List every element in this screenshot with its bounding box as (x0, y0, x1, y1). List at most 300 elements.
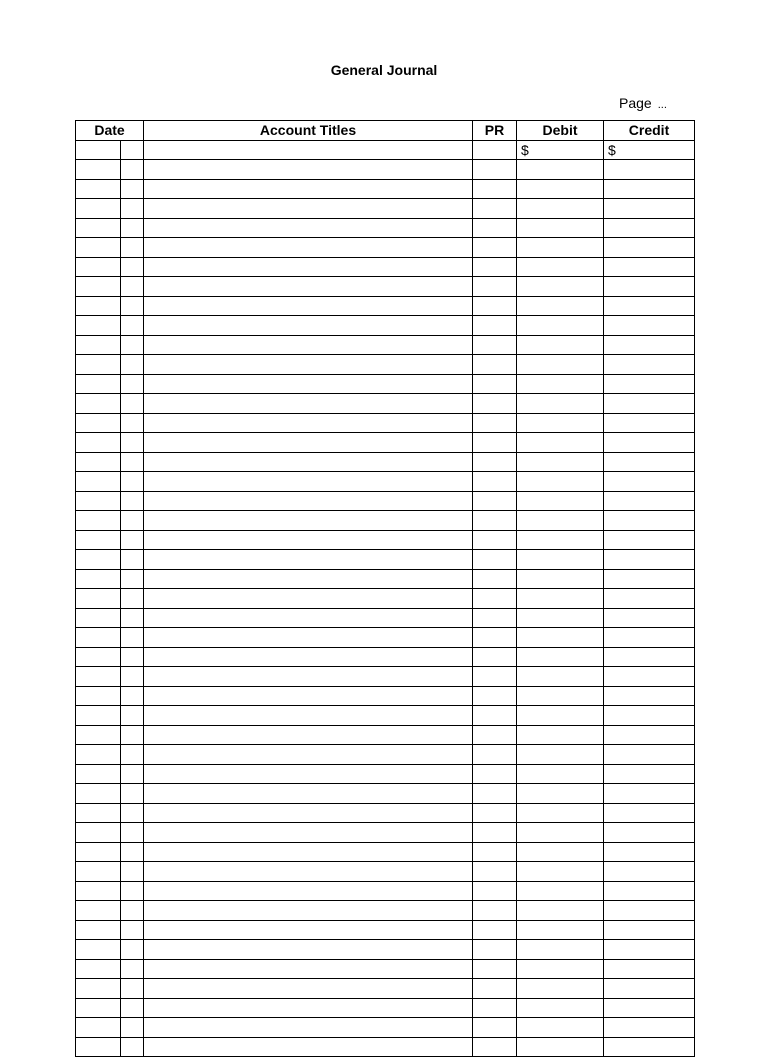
table-row (76, 881, 695, 901)
credit-cell[interactable] (604, 277, 695, 297)
credit-cell[interactable] (604, 979, 695, 999)
column-header-date: Date (76, 121, 144, 141)
account-title-cell[interactable] (144, 998, 473, 1018)
pr-cell[interactable] (473, 199, 517, 219)
credit-cell[interactable] (604, 881, 695, 901)
debit-cell[interactable] (517, 589, 604, 609)
debit-cell[interactable] (517, 998, 604, 1018)
pr-cell[interactable] (473, 550, 517, 570)
credit-cell[interactable] (604, 686, 695, 706)
date-day-cell[interactable] (121, 998, 144, 1018)
pr-cell[interactable] (473, 218, 517, 238)
date-day-cell[interactable] (121, 667, 144, 687)
table-row (76, 511, 695, 531)
pr-cell[interactable] (473, 511, 517, 531)
credit-cell[interactable] (604, 335, 695, 355)
pr-cell[interactable] (473, 667, 517, 687)
account-title-cell[interactable] (144, 179, 473, 199)
credit-cell[interactable] (604, 940, 695, 960)
pr-cell[interactable] (473, 1018, 517, 1038)
account-title-cell[interactable] (144, 433, 473, 453)
date-day-cell[interactable] (121, 881, 144, 901)
pr-cell[interactable] (473, 823, 517, 843)
pr-cell[interactable] (473, 901, 517, 921)
date-month-cell[interactable] (76, 803, 121, 823)
debit-cell[interactable] (517, 569, 604, 589)
account-title-cell[interactable] (144, 355, 473, 375)
pr-cell[interactable] (473, 257, 517, 277)
credit-cell[interactable] (604, 179, 695, 199)
date-day-cell[interactable] (121, 1037, 144, 1057)
date-day-cell[interactable] (121, 706, 144, 726)
credit-cell[interactable] (604, 1018, 695, 1038)
debit-cell[interactable] (517, 764, 604, 784)
debit-cell[interactable] (517, 179, 604, 199)
credit-cell[interactable] (604, 569, 695, 589)
account-title-cell[interactable] (144, 706, 473, 726)
date-month-cell[interactable] (76, 569, 121, 589)
date-month-cell[interactable] (76, 374, 121, 394)
debit-cell[interactable] (517, 803, 604, 823)
table-row (76, 745, 695, 765)
debit-cell[interactable] (517, 530, 604, 550)
date-day-cell[interactable] (121, 959, 144, 979)
date-day-cell[interactable] (121, 725, 144, 745)
credit-cell[interactable] (604, 511, 695, 531)
date-month-cell[interactable] (76, 140, 121, 160)
pr-cell[interactable] (473, 998, 517, 1018)
date-day-cell[interactable] (121, 628, 144, 648)
pr-cell[interactable] (473, 862, 517, 882)
table-row (76, 199, 695, 219)
date-day-cell[interactable] (121, 160, 144, 180)
pr-cell[interactable] (473, 628, 517, 648)
pr-cell[interactable] (473, 160, 517, 180)
date-month-cell[interactable] (76, 667, 121, 687)
date-month-cell[interactable] (76, 764, 121, 784)
table-row (76, 530, 695, 550)
debit-cell[interactable] (517, 394, 604, 414)
pr-cell[interactable] (473, 686, 517, 706)
account-title-cell[interactable] (144, 257, 473, 277)
date-day-cell[interactable] (121, 530, 144, 550)
debit-cell[interactable] (517, 355, 604, 375)
date-month-cell[interactable] (76, 901, 121, 921)
date-month-cell[interactable] (76, 199, 121, 219)
pr-cell[interactable] (473, 706, 517, 726)
account-title-cell[interactable] (144, 491, 473, 511)
debit-cell[interactable] (517, 901, 604, 921)
date-day-cell[interactable] (121, 179, 144, 199)
date-month-cell[interactable] (76, 530, 121, 550)
credit-cell[interactable] (604, 628, 695, 648)
date-month-cell[interactable] (76, 218, 121, 238)
account-title-cell[interactable] (144, 589, 473, 609)
account-title-cell[interactable] (144, 472, 473, 492)
date-day-cell[interactable] (121, 608, 144, 628)
date-month-cell[interactable] (76, 1037, 121, 1057)
date-day-cell[interactable] (121, 238, 144, 258)
account-title-cell[interactable] (144, 550, 473, 570)
debit-cell[interactable] (517, 647, 604, 667)
date-month-cell[interactable] (76, 959, 121, 979)
credit-cell[interactable] (604, 803, 695, 823)
date-month-cell[interactable] (76, 491, 121, 511)
credit-cell[interactable] (604, 472, 695, 492)
credit-cell[interactable] (604, 160, 695, 180)
pr-cell[interactable] (473, 784, 517, 804)
table-row (76, 920, 695, 940)
date-day-cell[interactable] (121, 550, 144, 570)
credit-cell[interactable] (604, 862, 695, 882)
debit-cell[interactable] (517, 550, 604, 570)
debit-cell[interactable] (517, 628, 604, 648)
date-month-cell[interactable] (76, 511, 121, 531)
date-day-cell[interactable] (121, 413, 144, 433)
debit-cell[interactable] (517, 842, 604, 862)
debit-cell[interactable] (517, 862, 604, 882)
debit-cell[interactable] (517, 433, 604, 453)
pr-cell[interactable] (473, 316, 517, 336)
date-day-cell[interactable] (121, 764, 144, 784)
date-month-cell[interactable] (76, 998, 121, 1018)
date-day-cell[interactable] (121, 940, 144, 960)
date-month-cell[interactable] (76, 472, 121, 492)
debit-cell[interactable] (517, 881, 604, 901)
account-title-cell[interactable] (144, 335, 473, 355)
pr-cell[interactable] (473, 394, 517, 414)
account-title-cell[interactable] (144, 784, 473, 804)
date-day-cell[interactable] (121, 218, 144, 238)
account-title-cell[interactable] (144, 842, 473, 862)
date-day-cell[interactable] (121, 569, 144, 589)
debit-cell[interactable] (517, 1037, 604, 1057)
account-title-cell[interactable] (144, 218, 473, 238)
debit-cell[interactable] (517, 784, 604, 804)
account-title-cell[interactable] (144, 881, 473, 901)
date-month-cell[interactable] (76, 277, 121, 297)
date-day-cell[interactable] (121, 452, 144, 472)
date-day-cell[interactable] (121, 199, 144, 219)
credit-cell[interactable] (604, 257, 695, 277)
date-day-cell[interactable] (121, 355, 144, 375)
pr-cell[interactable] (473, 530, 517, 550)
credit-cell[interactable] (604, 238, 695, 258)
credit-cell[interactable] (604, 745, 695, 765)
credit-cell[interactable] (604, 1037, 695, 1057)
pr-cell[interactable] (473, 979, 517, 999)
date-month-cell[interactable] (76, 257, 121, 277)
account-title-cell[interactable] (144, 862, 473, 882)
account-title-cell[interactable] (144, 530, 473, 550)
date-month-cell[interactable] (76, 433, 121, 453)
date-month-cell[interactable] (76, 550, 121, 570)
account-title-cell[interactable] (144, 452, 473, 472)
credit-cell[interactable] (604, 296, 695, 316)
credit-cell[interactable] (604, 998, 695, 1018)
debit-cell[interactable] (517, 296, 604, 316)
debit-cell[interactable] (517, 238, 604, 258)
date-month-cell[interactable] (76, 979, 121, 999)
date-day-cell[interactable] (121, 433, 144, 453)
pr-cell[interactable] (473, 413, 517, 433)
credit-cell[interactable] (604, 959, 695, 979)
date-day-cell[interactable] (121, 901, 144, 921)
credit-cell[interactable] (604, 433, 695, 453)
account-title-cell[interactable] (144, 823, 473, 843)
credit-cell[interactable] (604, 823, 695, 843)
date-day-cell[interactable] (121, 394, 144, 414)
pr-cell[interactable] (473, 296, 517, 316)
date-day-cell[interactable] (121, 686, 144, 706)
account-title-cell[interactable] (144, 160, 473, 180)
pr-cell[interactable] (473, 803, 517, 823)
date-day-cell[interactable] (121, 745, 144, 765)
debit-cell[interactable] (517, 920, 604, 940)
date-month-cell[interactable] (76, 940, 121, 960)
date-day-cell[interactable] (121, 1018, 144, 1038)
credit-cell[interactable] (604, 920, 695, 940)
pr-cell[interactable] (473, 569, 517, 589)
date-month-cell[interactable] (76, 452, 121, 472)
table-row (76, 725, 695, 745)
table-row (76, 901, 695, 921)
date-day-cell[interactable] (121, 647, 144, 667)
pr-cell[interactable] (473, 452, 517, 472)
pr-cell[interactable] (473, 842, 517, 862)
date-day-cell[interactable] (121, 784, 144, 804)
account-title-cell[interactable] (144, 667, 473, 687)
debit-cell[interactable] (517, 725, 604, 745)
date-month-cell[interactable] (76, 862, 121, 882)
table-row (76, 998, 695, 1018)
date-month-cell[interactable] (76, 628, 121, 648)
date-month-cell[interactable] (76, 784, 121, 804)
pr-cell[interactable] (473, 881, 517, 901)
pr-cell[interactable] (473, 608, 517, 628)
date-day-cell[interactable] (121, 862, 144, 882)
debit-cell[interactable] (517, 706, 604, 726)
date-day-cell[interactable] (121, 296, 144, 316)
date-month-cell[interactable] (76, 413, 121, 433)
credit-cell[interactable] (604, 218, 695, 238)
pr-cell[interactable] (473, 472, 517, 492)
account-title-cell[interactable] (144, 647, 473, 667)
date-day-cell[interactable] (121, 374, 144, 394)
account-title-cell[interactable] (144, 920, 473, 940)
pr-cell[interactable] (473, 335, 517, 355)
pr-cell[interactable] (473, 374, 517, 394)
debit-cell[interactable] (517, 277, 604, 297)
debit-cell[interactable] (517, 686, 604, 706)
date-month-cell[interactable] (76, 179, 121, 199)
debit-cell[interactable] (517, 374, 604, 394)
account-title-cell[interactable] (144, 1018, 473, 1038)
pr-cell[interactable] (473, 920, 517, 940)
credit-cell[interactable] (604, 647, 695, 667)
date-month-cell[interactable] (76, 706, 121, 726)
date-month-cell[interactable] (76, 394, 121, 414)
pr-cell[interactable] (473, 1037, 517, 1057)
account-title-cell[interactable] (144, 764, 473, 784)
debit-cell[interactable] (517, 491, 604, 511)
pr-cell[interactable] (473, 179, 517, 199)
pr-cell[interactable] (473, 940, 517, 960)
debit-cell[interactable]: $ (517, 140, 604, 160)
date-month-cell[interactable] (76, 842, 121, 862)
account-title-cell[interactable] (144, 940, 473, 960)
pr-cell[interactable] (473, 745, 517, 765)
credit-cell[interactable] (604, 452, 695, 472)
debit-cell[interactable] (517, 608, 604, 628)
account-title-cell[interactable] (144, 979, 473, 999)
debit-cell[interactable] (517, 472, 604, 492)
credit-cell[interactable] (604, 706, 695, 726)
debit-cell[interactable] (517, 335, 604, 355)
pr-cell[interactable] (473, 355, 517, 375)
date-day-cell[interactable] (121, 140, 144, 160)
account-title-cell[interactable] (144, 628, 473, 648)
account-title-cell[interactable] (144, 1037, 473, 1057)
table-row (76, 1037, 695, 1057)
pr-cell[interactable] (473, 589, 517, 609)
pr-cell[interactable] (473, 647, 517, 667)
account-title-cell[interactable] (144, 296, 473, 316)
credit-cell[interactable] (604, 550, 695, 570)
debit-cell[interactable] (517, 940, 604, 960)
date-day-cell[interactable] (121, 316, 144, 336)
credit-cell[interactable] (604, 199, 695, 219)
account-title-cell[interactable] (144, 140, 473, 160)
credit-cell[interactable] (604, 316, 695, 336)
table-row (76, 862, 695, 882)
table-row (76, 179, 695, 199)
date-month-cell[interactable] (76, 608, 121, 628)
date-month-cell[interactable] (76, 686, 121, 706)
account-title-cell[interactable] (144, 803, 473, 823)
credit-cell[interactable] (604, 394, 695, 414)
date-day-cell[interactable] (121, 257, 144, 277)
date-day-cell[interactable] (121, 277, 144, 297)
date-day-cell[interactable] (121, 842, 144, 862)
credit-cell[interactable] (604, 608, 695, 628)
debit-cell[interactable] (517, 979, 604, 999)
credit-cell[interactable] (604, 530, 695, 550)
debit-cell[interactable] (517, 413, 604, 433)
account-title-cell[interactable] (144, 745, 473, 765)
date-day-cell[interactable] (121, 920, 144, 940)
date-month-cell[interactable] (76, 881, 121, 901)
debit-cell[interactable] (517, 823, 604, 843)
debit-cell[interactable] (517, 257, 604, 277)
date-day-cell[interactable] (121, 472, 144, 492)
pr-cell[interactable] (473, 433, 517, 453)
date-month-cell[interactable] (76, 355, 121, 375)
pr-cell[interactable] (473, 238, 517, 258)
account-title-cell[interactable] (144, 569, 473, 589)
date-month-cell[interactable] (76, 589, 121, 609)
date-day-cell[interactable] (121, 511, 144, 531)
debit-cell[interactable] (517, 745, 604, 765)
credit-cell[interactable] (604, 901, 695, 921)
column-header-account-titles: Account Titles (144, 121, 473, 141)
date-month-cell[interactable] (76, 647, 121, 667)
date-day-cell[interactable] (121, 823, 144, 843)
account-title-cell[interactable] (144, 316, 473, 336)
header-row (76, 121, 695, 141)
account-title-cell[interactable] (144, 238, 473, 258)
date-month-cell[interactable] (76, 160, 121, 180)
account-title-cell[interactable] (144, 901, 473, 921)
credit-cell[interactable] (604, 725, 695, 745)
table-row (76, 413, 695, 433)
credit-cell[interactable] (604, 355, 695, 375)
debit-cell[interactable] (517, 218, 604, 238)
date-month-cell[interactable] (76, 238, 121, 258)
date-day-cell[interactable] (121, 803, 144, 823)
date-month-cell[interactable] (76, 920, 121, 940)
debit-cell[interactable] (517, 199, 604, 219)
date-month-cell[interactable] (76, 296, 121, 316)
debit-cell[interactable] (517, 160, 604, 180)
page-label: Page (619, 95, 652, 111)
credit-cell[interactable] (604, 784, 695, 804)
table-row (76, 140, 695, 160)
date-month-cell[interactable] (76, 335, 121, 355)
credit-cell[interactable] (604, 374, 695, 394)
account-title-cell[interactable] (144, 608, 473, 628)
date-day-cell[interactable] (121, 589, 144, 609)
credit-cell[interactable] (604, 589, 695, 609)
debit-cell[interactable] (517, 667, 604, 687)
pr-cell[interactable] (473, 277, 517, 297)
account-title-cell[interactable] (144, 374, 473, 394)
account-title-cell[interactable] (144, 413, 473, 433)
pr-cell[interactable] (473, 725, 517, 745)
debit-cell[interactable] (517, 511, 604, 531)
account-title-cell[interactable] (144, 686, 473, 706)
account-title-cell[interactable] (144, 511, 473, 531)
pr-cell[interactable] (473, 959, 517, 979)
date-month-cell[interactable] (76, 823, 121, 843)
pr-cell[interactable] (473, 140, 517, 160)
date-month-cell[interactable] (76, 1018, 121, 1038)
date-day-cell[interactable] (121, 979, 144, 999)
date-day-cell[interactable] (121, 335, 144, 355)
credit-cell[interactable]: $ (604, 140, 695, 160)
account-title-cell[interactable] (144, 959, 473, 979)
account-title-cell[interactable] (144, 277, 473, 297)
account-title-cell[interactable] (144, 725, 473, 745)
credit-cell[interactable] (604, 667, 695, 687)
credit-cell[interactable] (604, 842, 695, 862)
date-month-cell[interactable] (76, 725, 121, 745)
pr-cell[interactable] (473, 764, 517, 784)
debit-cell[interactable] (517, 316, 604, 336)
date-day-cell[interactable] (121, 491, 144, 511)
debit-cell[interactable] (517, 959, 604, 979)
credit-cell[interactable] (604, 764, 695, 784)
debit-cell[interactable] (517, 1018, 604, 1038)
pr-cell[interactable] (473, 491, 517, 511)
debit-cell[interactable] (517, 452, 604, 472)
date-month-cell[interactable] (76, 745, 121, 765)
date-month-cell[interactable] (76, 316, 121, 336)
account-title-cell[interactable] (144, 394, 473, 414)
credit-cell[interactable] (604, 413, 695, 433)
credit-cell[interactable] (604, 491, 695, 511)
account-title-cell[interactable] (144, 199, 473, 219)
